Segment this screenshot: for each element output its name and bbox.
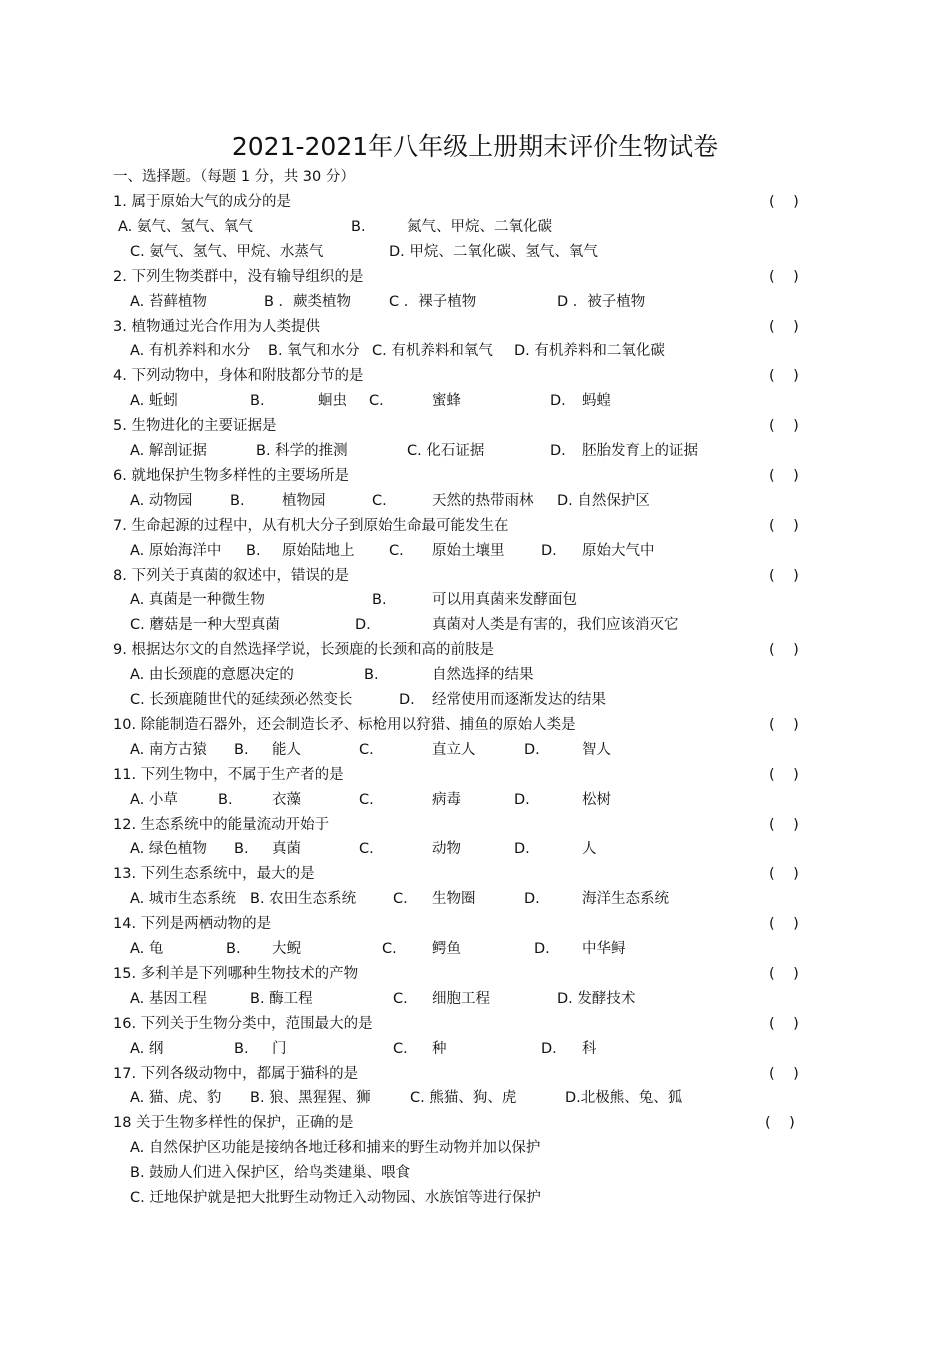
- option-text: B.: [230, 492, 245, 509]
- question-stem: 11. 下列生物中，不属于生产者的是: [113, 766, 344, 783]
- option-text: A. 氨气、氢气、氧气: [118, 218, 253, 235]
- answer-blank: ( ): [769, 318, 799, 335]
- option-text: B. 氧气和水分: [268, 343, 360, 360]
- question-stem: 4. 下列动物中，身体和附肢都分节的是: [113, 368, 364, 385]
- option-text: C.: [393, 990, 408, 1007]
- answer-blank: ( ): [769, 194, 799, 210]
- option-text: 天然的热带雨林: [432, 492, 534, 509]
- option-text: 经常使用而逐渐发达的结果: [432, 692, 606, 708]
- option-text: A. 解剖证据: [130, 443, 207, 459]
- option-text: C.: [359, 841, 374, 858]
- option-text: A. 纲: [130, 1040, 164, 1057]
- question-stem: 9. 根据达尔文的自然选择学说，长颈鹿的长颈和高的前肢是: [113, 642, 494, 659]
- option-text: C.: [369, 393, 384, 410]
- option-text: 种: [432, 1040, 447, 1057]
- option-text: A. 有机养料和水分: [130, 343, 251, 360]
- option-text: 智人: [582, 741, 611, 758]
- option-text: B. 狼、黑猩猩、狮: [250, 1090, 371, 1107]
- option-text: C. 有机养料和氧气: [372, 343, 493, 360]
- option-text: C.: [393, 1040, 408, 1057]
- answer-blank: ( ): [769, 268, 799, 285]
- answer-blank: ( ): [769, 816, 799, 833]
- option-text: A. 苔藓植物: [130, 293, 207, 310]
- option-text: D.: [534, 941, 550, 957]
- option-text: 细胞工程: [432, 990, 490, 1007]
- option-text: D.北极熊、兔、狐: [565, 1090, 683, 1107]
- answer-blank: ( ): [765, 1115, 795, 1132]
- option-text: C ．裸子植物: [389, 293, 477, 310]
- option-text: D.: [541, 1040, 557, 1057]
- option-text: 病毒: [432, 791, 461, 808]
- option-text: 植物园: [282, 492, 326, 509]
- option-text: A. 蚯蚓: [130, 393, 178, 410]
- option-text: B.: [226, 941, 241, 957]
- option-text: 鳄鱼: [432, 941, 461, 957]
- option-text: D.: [514, 791, 530, 808]
- option-text: 动物: [432, 841, 461, 858]
- option-text: D.: [541, 542, 557, 559]
- option-text: A. 动物园: [130, 492, 193, 509]
- question-stem: 2. 下列生物类群中，没有输导组织的是: [113, 268, 364, 285]
- option-text: D. 自然保护区: [557, 492, 650, 509]
- question-stem: 3. 植物通过光合作用为人类提供: [113, 318, 320, 335]
- option-text: C.: [393, 891, 408, 908]
- option-text: 科: [582, 1040, 597, 1057]
- option-text: D.: [550, 393, 566, 410]
- option-text: D.: [355, 617, 371, 634]
- option-text: A. 原始海洋中: [130, 542, 222, 559]
- answer-blank: ( ): [769, 716, 799, 733]
- option-text: B. 农田生态系统: [250, 891, 357, 908]
- option-text: 胚胎发育上的证据: [582, 443, 698, 459]
- answer-blank: ( ): [769, 1065, 799, 1082]
- option-text: 真菌: [272, 841, 301, 858]
- option-text: B.: [372, 592, 387, 609]
- answer-blank: ( ): [769, 368, 799, 385]
- option-text: C.: [389, 542, 404, 559]
- option-text: 直立人: [432, 741, 476, 758]
- option-text: B.: [218, 791, 233, 808]
- option-text: B ．蕨类植物: [264, 293, 352, 310]
- option-text: 氮气、甲烷、二氧化碳: [407, 218, 552, 235]
- option-text: B.: [234, 841, 249, 858]
- option-text: A. 绿色植物: [130, 841, 207, 858]
- option-text: 原始土壤里: [432, 542, 505, 559]
- option-text: 可以用真菌来发酵面包: [432, 592, 577, 609]
- answer-blank: ( ): [769, 916, 799, 933]
- answer-blank: ( ): [769, 1015, 799, 1032]
- option-text: D.: [399, 692, 415, 708]
- answer-blank: ( ): [769, 467, 799, 484]
- option-text: C. 化石证据: [407, 443, 485, 459]
- option-text: B. 科学的推测: [256, 443, 348, 459]
- option-text: 松树: [582, 791, 611, 808]
- option-text: A. 基因工程: [130, 990, 207, 1007]
- question-stem: 13. 下列生态系统中，最大的是: [113, 866, 315, 883]
- option-text: C.: [359, 791, 374, 808]
- answer-blank: ( ): [769, 766, 799, 783]
- option-text: 蜜蜂: [432, 393, 461, 410]
- option-text: C.: [382, 941, 397, 957]
- option-text: B.: [246, 542, 261, 559]
- question-stem: 17. 下列各级动物中，都属于猫科的是: [113, 1065, 359, 1082]
- option-text: D.: [524, 741, 540, 758]
- option-text: 蚂蝗: [582, 393, 611, 410]
- question-stem: 14. 下列是两栖动物的是: [113, 916, 272, 933]
- question-stem: 12. 生态系统中的能量流动开始于: [113, 816, 330, 833]
- question-stem: 7. 生命起源的过程中，从有机大分子到原始生命最可能发生在: [113, 517, 509, 534]
- option-text: 原始陆地上: [282, 542, 355, 559]
- option-text: 门: [272, 1040, 287, 1057]
- option-text: 原始大气中: [582, 542, 655, 559]
- option-text: C.: [372, 492, 387, 509]
- question-stem: 5. 生物进化的主要证据是: [113, 418, 277, 435]
- option-text: 人: [582, 841, 597, 858]
- option-text: 大鲵: [272, 941, 301, 957]
- option-text: A. 城市生态系统: [130, 891, 236, 908]
- answer-blank: ( ): [769, 866, 799, 883]
- option-text: A. 猫、虎、豹: [130, 1090, 222, 1107]
- question-stem: 8. 下列关于真菌的叙述中，错误的是: [113, 567, 349, 584]
- option-text: D.: [514, 841, 530, 858]
- option-text: C. 长颈鹿随世代的延续颈必然变长: [130, 692, 353, 708]
- option-text: B.: [250, 393, 265, 410]
- option-text: A. 由长颈鹿的意愿决定的: [130, 667, 294, 684]
- option-text: D. 甲烷、二氧化碳、氢气、氧气: [389, 243, 598, 260]
- option-text: B. 鼓励人们进入保护区，给鸟类建巢、喂食: [130, 1165, 411, 1182]
- question-stem: 10. 除能制造石器外，还会制造长矛、标枪用以狩猎、捕鱼的原始人类是: [113, 716, 576, 733]
- option-text: B.: [234, 741, 249, 758]
- option-text: B.: [234, 1040, 249, 1057]
- option-text: B.: [351, 218, 366, 235]
- option-text: A. 自然保护区功能是接纳各地迁移和捕来的野生动物并加以保护: [130, 1140, 541, 1157]
- option-text: D.: [550, 443, 566, 459]
- option-text: A. 真菌是一种微生物: [130, 592, 265, 609]
- option-text: 能人: [272, 741, 301, 758]
- answer-blank: ( ): [769, 517, 799, 534]
- question-stem: 16. 下列关于生物分类中，范围最大的是: [113, 1015, 373, 1032]
- option-text: A. 小草: [130, 791, 178, 808]
- question-stem: 15. 多利羊是下列哪种生物技术的产物: [113, 965, 359, 982]
- option-text: A. 龟: [130, 941, 164, 957]
- option-text: C. 迁地保护就是把大批野生动物迁入动物园、水族馆等进行保护: [130, 1190, 541, 1206]
- option-text: D. 有机养料和二氧化碳: [514, 343, 665, 360]
- option-text: D.: [524, 891, 540, 908]
- option-text: C. 蘑菇是一种大型真菌: [130, 617, 280, 634]
- answer-blank: ( ): [769, 642, 799, 659]
- option-text: C. 氨气、氢气、甲烷、水蒸气: [130, 243, 324, 260]
- option-text: D. 发酵技术: [557, 990, 636, 1007]
- question-stem: 1. 属于原始大气的成分的是: [113, 194, 291, 210]
- answer-blank: ( ): [769, 965, 799, 982]
- question-stem: 6. 就地保护生物多样性的主要场所是: [113, 467, 349, 484]
- page-title: 2021-2021年八年级上册期末评价生物试卷: [231, 132, 719, 161]
- option-text: 生物圈: [432, 891, 476, 908]
- answer-blank: ( ): [769, 418, 799, 435]
- answer-blank: ( ): [769, 567, 799, 584]
- option-text: 中华鲟: [582, 941, 626, 957]
- option-text: 自然选择的结果: [432, 667, 534, 684]
- option-text: B. 酶工程: [250, 990, 313, 1007]
- option-text: B.: [364, 667, 379, 684]
- option-text: C.: [359, 741, 374, 758]
- section-heading: 一、选择题。（每题 1 分，共 30 分）: [113, 169, 355, 185]
- question-stem: 18 关于生物多样性的保护，正确的是: [113, 1115, 354, 1132]
- option-text: 真菌对人类是有害的，我们应该消灭它: [432, 617, 679, 634]
- option-text: 衣藻: [272, 791, 301, 808]
- option-text: 海洋生态系统: [582, 891, 669, 908]
- option-text: D ．被子植物: [557, 293, 646, 310]
- option-text: 蛔虫: [318, 393, 347, 410]
- option-text: A. 南方古猿: [130, 741, 207, 758]
- option-text: C. 熊猫、狗、虎: [410, 1090, 517, 1107]
